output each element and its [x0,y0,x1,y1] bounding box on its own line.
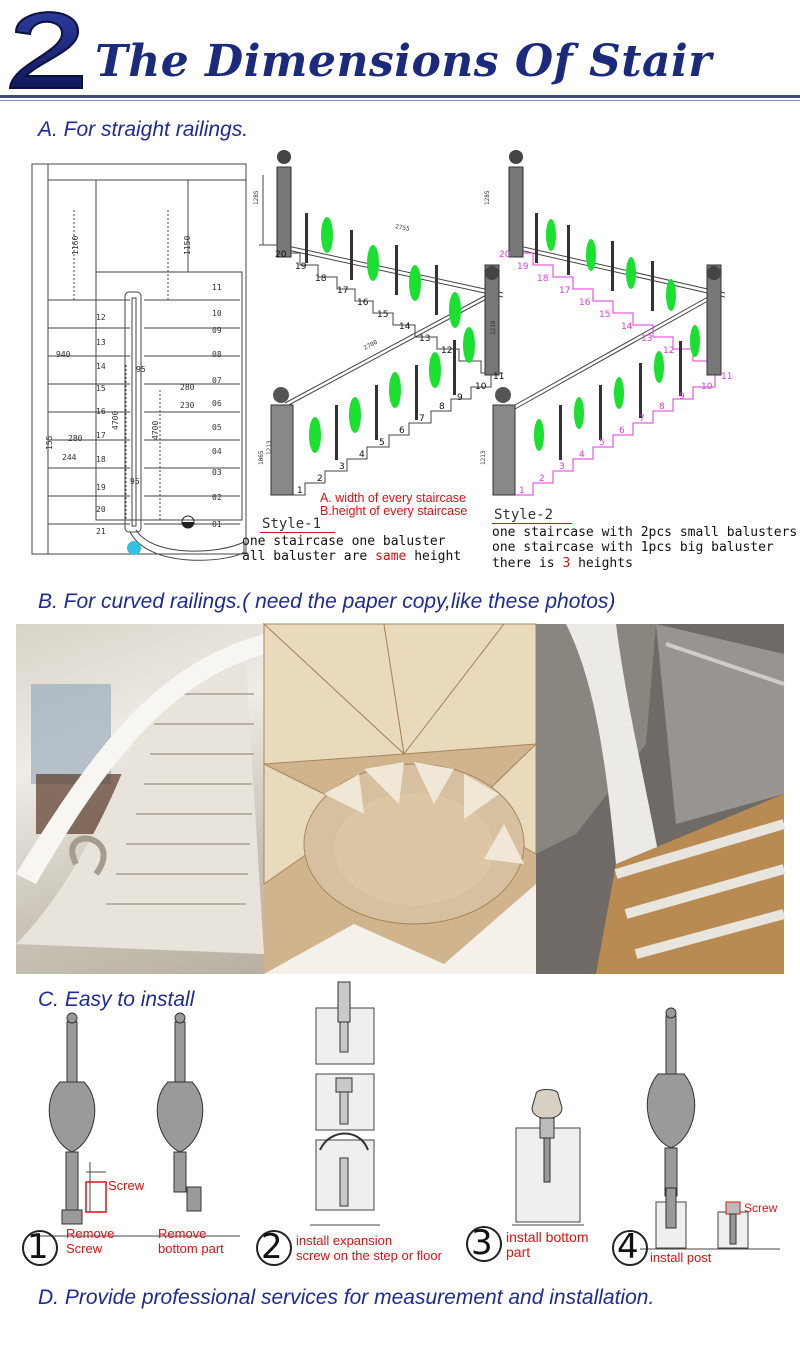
floor-plan-diagram [30,150,252,578]
install-step4-illustration [640,1008,780,1253]
s1-dim-lower: 1065 [258,450,265,465]
s1-step-3: 3 [339,462,345,472]
install-step1-illustration [40,1012,240,1237]
s2-step-8: 8 [659,402,665,412]
plan-step-05: 05 [212,423,222,432]
plan-dim-4700-left: 4700 [111,410,120,430]
s2-step-20: 20 [499,250,511,260]
step4-text: install post [650,1250,712,1265]
s1-step-7: 7 [419,414,425,424]
style2-railing-diagram [475,145,740,520]
plan-step-07: 07 [212,376,222,385]
s1-step-17: 17 [337,286,349,296]
step4-number: 4 [617,1227,639,1267]
s2-step-10: 10 [701,382,713,392]
s2-step-1: 1 [519,486,525,496]
plan-step-02: 02 [212,493,222,502]
s2-step-16: 16 [579,298,591,308]
s2-step-3: 3 [559,462,565,472]
plan-step-11: 11 [212,283,222,292]
s2-step-13: 13 [641,334,653,344]
step3-text: install bottom part [506,1229,589,1260]
s2-step-19: 19 [517,262,529,272]
s1-step-20: 20 [275,250,287,260]
s2-step-18: 18 [537,274,549,284]
plan-dim-4700-right: 4700 [151,420,160,440]
style1-desc1: one staircase one baluster [242,534,446,549]
plan-step-04: 04 [212,447,222,456]
plan-step-17: 17 [96,431,106,440]
s2-step-2: 2 [539,474,545,484]
s2-step-14: 14 [621,322,633,332]
plan-step-13: 13 [96,338,106,347]
s2-dim-lower: 1213 [480,450,487,465]
s1-step-2: 2 [317,474,323,484]
step1-circle [22,1230,58,1266]
s1-dim-rail-bottom: 2700 [362,338,379,352]
s1-step-14: 14 [399,322,411,332]
s2-step-7: 7 [639,414,645,424]
plan-step-16: 16 [96,407,106,416]
s1-step-10: 10 [475,382,487,392]
plan-step-10: 10 [212,309,222,318]
style2-desc1: one staircase with 2pcs small balusters [492,525,798,540]
install-step3-illustration [512,1088,584,1226]
plan-step-20: 20 [96,505,106,514]
plan-step-18: 18 [96,455,106,464]
style2-label: Style-2 [494,507,554,523]
s1-dim-top: 1285 [253,190,260,205]
style1-note-width: A. width of every staircase [320,491,466,505]
s1-dim-right: 1210 [490,320,497,335]
style1-underline [260,532,335,533]
step2-text: install expansion screw on the step or floor [296,1233,442,1263]
plan-dim-280b: 280 [68,434,83,443]
step3-number: 3 [471,1223,493,1263]
title-rule [0,95,800,98]
s2-step-15: 15 [599,310,611,320]
plan-step-15: 15 [96,384,106,393]
s1-step-6: 6 [399,426,405,436]
plan-step-19: 19 [96,483,106,492]
plan-dim-244: 244 [62,453,77,462]
step1-remove-screw: Remove Screw [66,1226,115,1256]
style2-desc3: there is 3 heights [492,556,633,571]
plan-step-21: 21 [96,527,106,536]
s1-step-16: 16 [357,298,369,308]
style1-note-height: B.height of every staircase [320,504,468,518]
number-badge [2,2,90,94]
plan-dim-230: 230 [180,401,195,410]
plan-step-12: 12 [96,313,106,322]
s2-step-17: 17 [559,286,571,296]
s1-step-19: 19 [295,262,307,272]
style2-desc2: one staircase with 1pcs big baluster [492,540,774,555]
plan-dim-95-top: 95 [136,365,146,374]
s1-step-15: 15 [377,310,389,320]
s1-step-18: 18 [315,274,327,284]
s1-step-12: 12 [441,346,453,356]
s2-step-12: 12 [663,346,675,356]
section-d-heading: D. Provide professional services for measurement and installation. [38,1286,655,1309]
step2-number: 2 [261,1227,283,1267]
s2-step-4: 4 [579,450,585,460]
style1-label: Style-1 [262,516,322,532]
s2-step-5: 5 [599,438,605,448]
s1-step-1: 1 [297,486,303,496]
s1-dim-rail-top: 2755 [394,223,411,233]
plan-step-01: 01 [212,520,222,529]
s2-step-11: 11 [721,372,733,382]
plan-dim-95-bottom: 95 [130,477,140,486]
s1-step-11: 11 [493,372,505,382]
plan-dim-1150: 1150 [183,235,192,255]
s2-dim-top: 1285 [484,190,491,205]
style1-railing-diagram [255,145,510,520]
s1-step-5: 5 [379,438,385,448]
style2-underline [492,523,572,524]
s2-step-6: 6 [619,426,625,436]
plan-step-14: 14 [96,362,106,371]
plan-step-03: 03 [212,468,222,477]
s2-step-9: 9 [679,392,685,402]
curved-stair-photo-2 [264,624,536,974]
curved-stair-photo-1 [16,624,264,974]
s1-step-8: 8 [439,402,445,412]
title-rule-thin [0,100,800,101]
s1-step-9: 9 [457,393,463,403]
section-b-heading: B. For curved railings.( need the paper copy,like these photos) [38,590,616,613]
step1-remove-bottom: Remove bottom part [158,1226,224,1256]
section-a-heading: A. For straight railings. [38,118,249,141]
step1-screw-label: Screw [108,1178,145,1193]
plan-dim-940: 940 [56,350,71,359]
s1-dim-post: 1213 [266,440,273,455]
step4-screw-label: Screw [744,1201,778,1215]
plan-step-06: 06 [212,399,222,408]
s1-step-4: 4 [359,450,365,460]
style1-desc2: all baluster are same height [242,549,462,564]
section-c-heading: C. Easy to install [38,988,195,1011]
s1-step-13: 13 [419,334,431,344]
step1-number: 1 [27,1227,49,1267]
plan-dim-155: 155 [45,435,54,450]
plan-step-08: 08 [212,350,222,359]
plan-dim-1160: 1160 [71,235,80,255]
page-title: The Dimensions Of Stair [95,36,712,87]
plan-dim-280: 280 [180,383,195,392]
plan-step-09: 09 [212,326,222,335]
curved-stair-photo-3 [536,624,784,974]
install-step2-illustration [310,978,380,1226]
